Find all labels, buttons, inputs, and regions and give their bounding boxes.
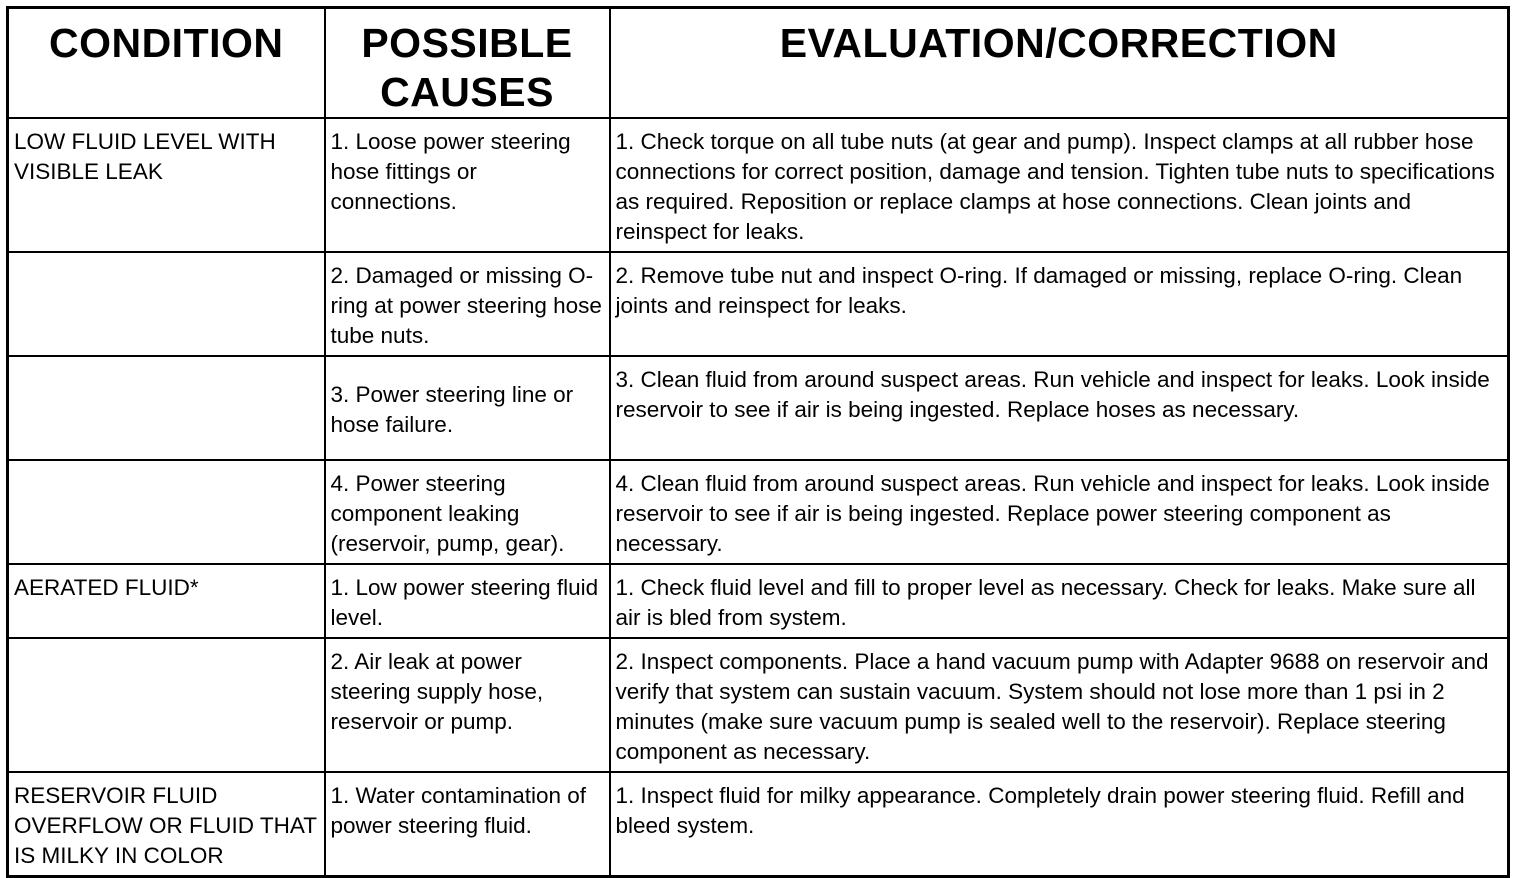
- condition-cell: [8, 460, 325, 564]
- header-possible-causes: POSSIBLE CAUSES: [325, 8, 610, 119]
- condition-cell: LOW FLUID LEVEL WITH VISIBLE LEAK: [8, 118, 325, 252]
- table-row: [8, 564, 1509, 638]
- condition-cell: AERATED FLUID*: [8, 564, 325, 638]
- header-row: [8, 8, 1509, 119]
- cause-cell: 4. Power steering component leaking (reservoir, pump, gear).: [325, 460, 610, 564]
- table-row: [8, 356, 1509, 460]
- condition-cell: [8, 252, 325, 356]
- condition-cell: RESERVOIR FLUID OVERFLOW OR FLUID THAT IS MILKY IN COLOR: [8, 772, 325, 877]
- diagnosis-table: [6, 6, 1510, 878]
- correction-cell: 4. Clean fluid from around suspect areas. Run vehicle and inspect for leaks. Look inside reservoir to see if air is being ingested. Replace power steering component as necessary.: [610, 460, 1509, 564]
- table-row: [8, 252, 1509, 356]
- header-evaluation-correction: EVALUATION/CORRECTION: [610, 8, 1509, 119]
- table-header: [8, 8, 1509, 119]
- correction-cell: 1. Check torque on all tube nuts (at gear and pump). Inspect clamps at all rubber hose connections for correct position, damage and tension. Tighten tube nuts to specifications as required. Reposition or replace clamps at hose connections. Clean joints and reinspect for leaks.: [610, 118, 1509, 252]
- correction-cell: 1. Check fluid level and fill to proper level as necessary. Check for leaks. Make sure all air is bled from system.: [610, 564, 1509, 638]
- cause-cell: 1. Water contamination of power steering fluid.: [325, 772, 610, 877]
- correction-cell: 1. Inspect fluid for milky appearance. Completely drain power steering fluid. Refill and bleed system.: [610, 772, 1509, 877]
- table-row: [8, 772, 1509, 877]
- cause-cell: 1. Low power steering fluid level.: [325, 564, 610, 638]
- table-row: [8, 118, 1509, 252]
- condition-cell: [8, 356, 325, 460]
- cause-cell: 1. Loose power steering hose fittings or connections.: [325, 118, 610, 252]
- cause-cell: 2. Damaged or missing O-ring at power steering hose tube nuts.: [325, 252, 610, 356]
- header-condition: CONDITION: [8, 8, 325, 119]
- correction-cell: 2. Inspect components. Place a hand vacuum pump with Adapter 9688 on reservoir and verify that system can sustain vacuum. System should not lose more than 1 psi in 2 minutes (make sure vacuum pump is sealed well to the reservoir). Replace steering component as necessary.: [610, 638, 1509, 772]
- correction-cell: 2. Remove tube nut and inspect O-ring. If damaged or missing, replace O-ring. Clean joints and reinspect for leaks.: [610, 252, 1509, 356]
- cause-cell: 2. Air leak at power steering supply hose, reservoir or pump.: [325, 638, 610, 772]
- correction-cell: 3. Clean fluid from around suspect areas. Run vehicle and inspect for leaks. Look inside reservoir to see if air is being ingested. Replace hoses as necessary.: [610, 356, 1509, 460]
- table-row: [8, 460, 1509, 564]
- table-row: [8, 638, 1509, 772]
- cause-cell: 3. Power steering line or hose failure.: [325, 356, 610, 460]
- condition-cell: [8, 638, 325, 772]
- table-body: [8, 118, 1509, 877]
